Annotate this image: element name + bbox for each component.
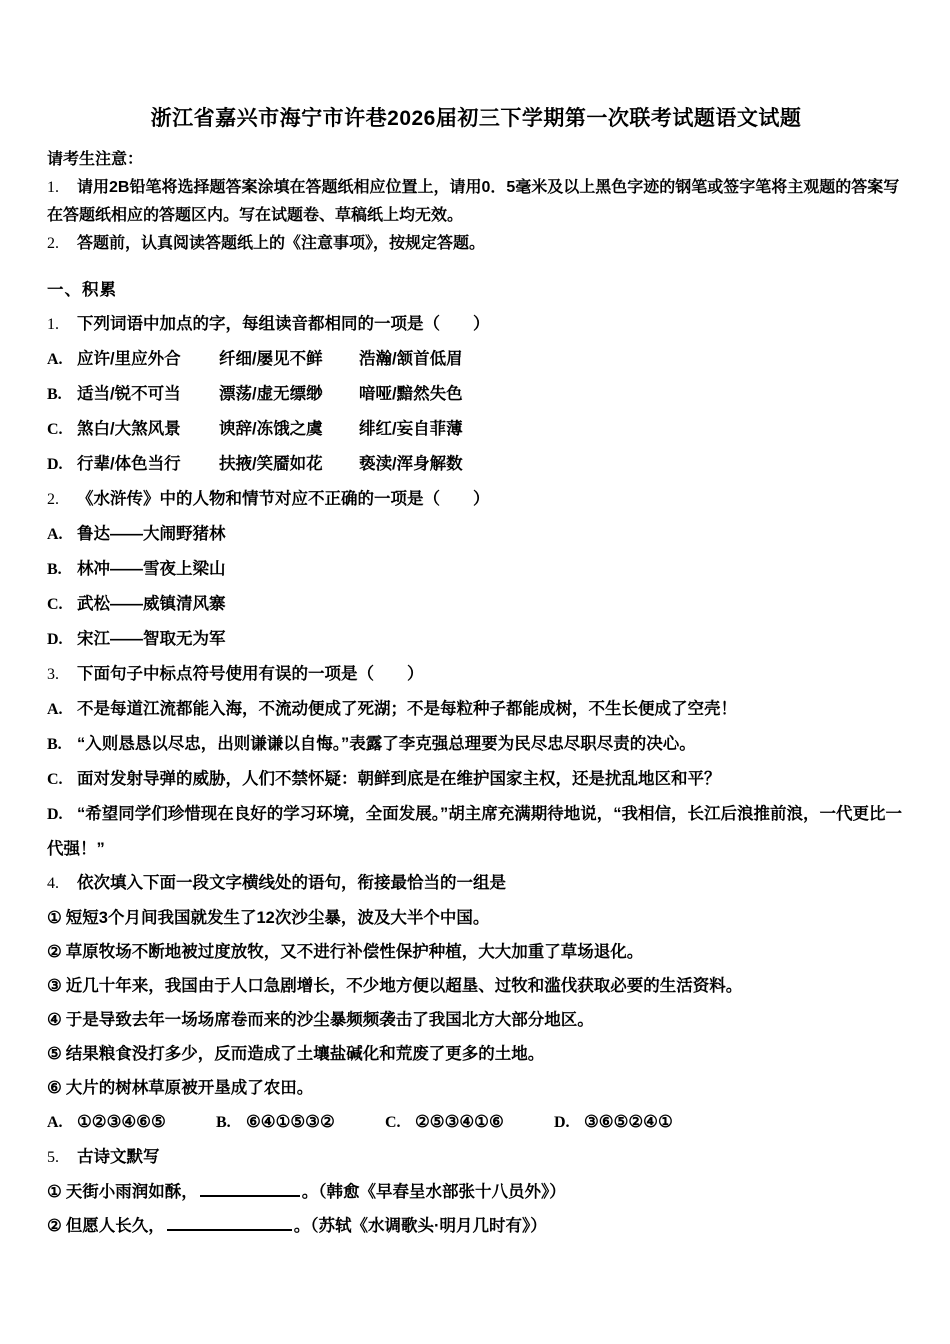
question-stem-text: 《水浒传》中的人物和情节对应不正确的一项是（ ） [77,490,490,508]
question-1-option-c [47,412,905,447]
question-number: 3. [47,666,59,683]
option-sequence: ①②③④⑥⑤ [77,1113,166,1131]
option-label: B. [47,386,62,403]
option-text: 武松——威镇清风寨 [77,595,226,613]
question-3-stem [47,657,905,692]
question-3-option-d [47,797,905,866]
question-5-stem [47,1140,905,1175]
answer-option-b [216,1105,385,1140]
notice-item-text: 请用2B铅笔将选择题答案涂填在答题纸相应位置上，请用0．5毫米及以上黑色字迹的钢笔或签字笔将主观题的答案写在答题纸相应的答题区内。写在试题卷、草稿纸上均无效。 [47,179,900,224]
sentence-text: 草原牧场不断地被过度放牧，又不进行补偿性保护种植，大大加重了草场退化。 [65,943,644,961]
question-1-option-b [47,377,905,412]
option-word-pair: 谀辞/冻饿之虞 [219,420,323,438]
answer-option-d [554,1105,673,1140]
circled-number: ② [47,943,62,961]
answer-blank-line [200,1179,300,1197]
question-stem-text: 下列词语中加点的字，每组读音都相同的一项是（ ） [77,315,490,333]
question-5-line-2 [47,1209,905,1243]
verse-source: 。（苏轼《水调歌头·明月几时有》） [293,1217,547,1235]
question-stem-text: 依次填入下面一段文字横线处的语句，衔接最恰当的一组是 [77,874,506,892]
question-1-stem [47,307,905,342]
option-sequence: ⑥④①⑤③② [246,1113,335,1131]
notice-heading: 请考生注意： [47,151,144,168]
notice-item [47,230,905,258]
option-word-pair: 漂荡/虚无缥缈 [219,385,323,403]
notice-item-number: 2. [47,235,59,252]
questions-area [47,273,905,1243]
question-2-option-a [47,517,905,552]
option-label: C. [47,421,63,438]
question-4-sentence-4 [47,1003,905,1037]
sentence-text: 短短3个月间我国就发生了12次沙尘暴，波及大半个中国。 [65,909,490,927]
option-word-pair: 浩瀚/颔首低眉 [359,350,463,368]
question-number: 4. [47,875,59,892]
option-text: “入则恳恳以尽忠，出则谦谦以自悔。”表露了李克强总理要为民尽忠尽职尽责的决心。 [77,735,696,753]
circled-number: ⑤ [47,1045,62,1063]
option-word-pair: 纤细/屡见不鲜 [219,350,323,368]
sentence-text: 近几十年来，我国由于人口急剧增长，不少地方便以超垦、过牧和滥伐获取必要的生活资料。 [65,977,743,995]
option-text: 鲁达——大闹野猪林 [77,525,226,543]
option-label: D. [47,456,63,473]
sentence-text: 于是导致去年一场场席卷而来的沙尘暴频频袭击了我国北方大部分地区。 [65,1011,594,1029]
verse-text: 但愿人长久， [65,1217,165,1235]
section-heading: 一、积累 [47,281,117,299]
question-4-stem [47,866,905,901]
answer-option-a [47,1105,216,1140]
circled-number: ③ [47,977,62,995]
option-word-pair: 适当/锐不可当 [77,385,181,403]
option-label: A. [47,351,63,368]
option-label: B. [216,1114,231,1131]
question-2-option-b [47,552,905,587]
option-text: 面对发射导弹的威胁，人们不禁怀疑：朝鲜到底是在维护国家主权，还是扰乱地区和平？ [77,770,721,788]
option-word-pair: 喑哑/黯然失色 [359,385,463,403]
option-label: A. [47,701,63,718]
question-1-option-a [47,342,905,377]
notice-item [47,174,905,230]
option-label: D. [47,806,63,823]
exam-title: 浙江省嘉兴市海宁市许巷2026届初三下学期第一次联考试题语文试题 [150,107,802,130]
option-word-pair: 绯红/妄自菲薄 [359,420,463,438]
circled-number: ④ [47,1011,62,1029]
question-1-option-d [47,447,905,482]
option-word-pair: 行辈/体色当行 [77,455,181,473]
question-2-option-c [47,587,905,622]
question-4-sentence-6 [47,1071,905,1105]
option-text: 林冲——雪夜上梁山 [77,560,226,578]
verse-text: 天街小雨润如酥， [65,1183,198,1201]
answer-option-c [385,1105,554,1140]
question-4-answer-row [47,1105,905,1140]
circled-number: ⑥ [47,1079,62,1097]
option-label: D. [554,1114,570,1131]
option-label: D. [47,631,63,648]
option-word-pair: 应许/里应外合 [77,350,181,368]
option-label: B. [47,736,62,753]
option-word-pair: 煞白/大煞风景 [77,420,181,438]
sentence-text: 结果粮食没打多少，反而造成了土壤盐碱化和荒废了更多的土地。 [65,1045,545,1063]
notice-item-number: 1. [47,179,59,196]
question-4-sentence-1 [47,901,905,935]
circled-number: ① [47,1183,62,1201]
option-label: A. [47,526,63,543]
question-number: 5. [47,1149,59,1166]
question-3-option-c [47,762,905,797]
option-text: 不是每道江流都能入海，不流动便成了死湖；不是每粒种子都能成树，不生长便成了空壳！ [77,700,737,718]
option-text: 宋江——智取无为军 [77,630,226,648]
notice-section [47,146,905,258]
notice-item-text: 答题前，认真阅读答题纸上的《注意事项》，按规定答题。 [77,235,486,252]
circled-number: ① [47,909,62,927]
option-sequence: ②⑤③④①⑥ [415,1113,504,1131]
question-2-stem [47,482,905,517]
option-label: B. [47,561,62,578]
question-stem-text: 古诗文默写 [77,1148,160,1166]
option-label: A. [47,1114,63,1131]
option-text: “希望同学们珍惜现在良好的学习环境，全面发展。”胡主席充满期待地说，“我相信，长江后浪推前浪，一代更比一代强！” [47,805,902,858]
option-label: C. [385,1114,401,1131]
option-label: C. [47,596,63,613]
question-3-option-b [47,727,905,762]
option-sequence: ③⑥⑤②④① [584,1113,673,1131]
question-2-option-d [47,622,905,657]
question-4-sentence-5 [47,1037,905,1071]
question-number: 2. [47,491,59,508]
question-number: 1. [47,316,59,333]
question-4-sentence-2 [47,935,905,969]
option-label: C. [47,771,63,788]
option-word-pair: 扶掖/笑靥如花 [219,455,323,473]
option-word-pair: 亵渎/浑身解数 [359,455,463,473]
answer-blank-line [167,1213,292,1231]
question-3-option-a [47,692,905,727]
question-stem-text: 下面句子中标点符号使用有误的一项是（ ） [77,665,424,683]
question-4-sentence-3 [47,969,905,1003]
question-5-line-1 [47,1175,905,1209]
sentence-text: 大片的树林草原被开垦成了农田。 [65,1079,314,1097]
circled-number: ② [47,1217,62,1235]
verse-source: 。（韩愈《早春呈水部张十八员外》） [301,1183,566,1201]
